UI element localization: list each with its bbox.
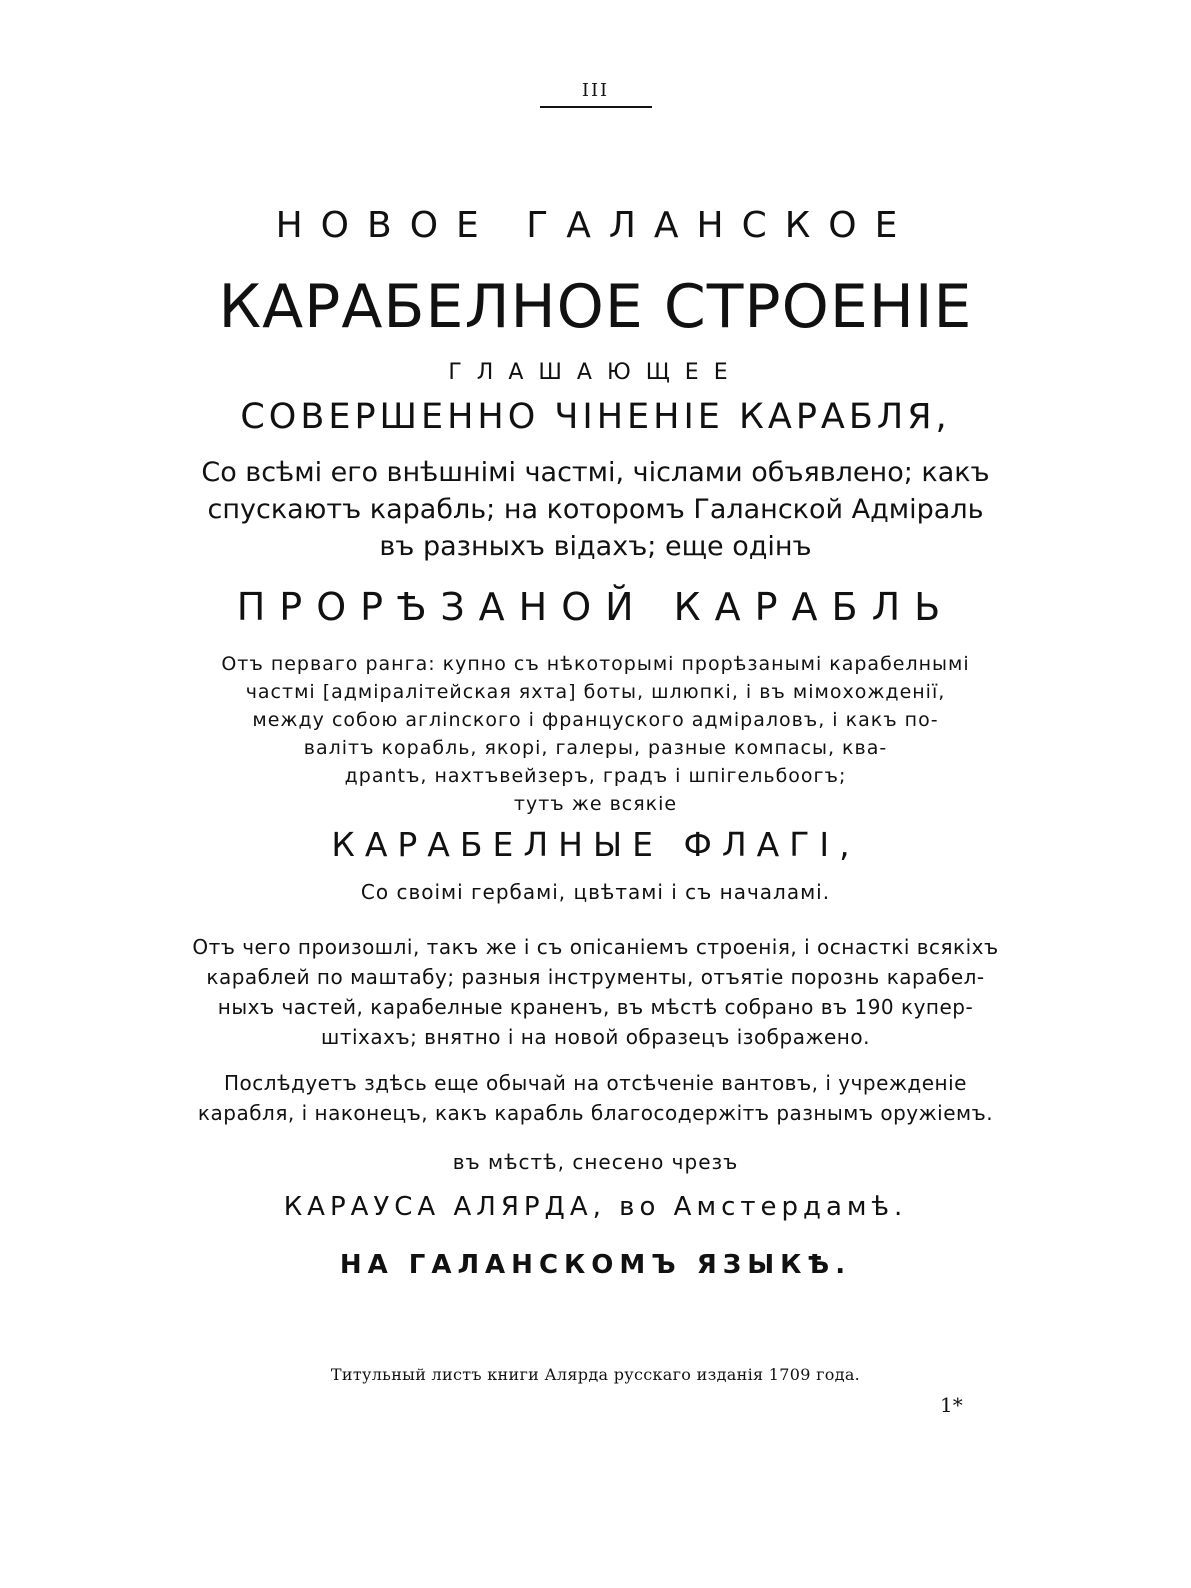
- heading-ship-flags: КАРАБЕЛНЫЕ ФЛАГІ,: [331, 825, 860, 864]
- text-line: Со всѣмі его внѣшнімі частмі, чіслами объявлено; какъ: [201, 457, 990, 488]
- heading-cutaway-ship: ПРОРѢЗАНОЙ КАРАБЛЬ: [236, 585, 955, 629]
- title-line-1: НОВОЕ ГАЛАНСКОЕ: [275, 205, 916, 246]
- description-paragraph-3: [180, 932, 1011, 1052]
- text-line: Послѣдуетъ здѣсь еще обычай на отсѣченіе вантовъ, і учрежденіе: [224, 1071, 967, 1095]
- page-number: III: [581, 80, 610, 101]
- text-line: драntъ, нахтъвейзеръ, градъ і шпігельбоогъ;: [344, 765, 847, 787]
- text-line: тутъ же всякіе: [513, 793, 678, 815]
- title-line-2: КАРАБЕЛНОЕ СТРОЕНІЕ: [218, 272, 973, 342]
- description-paragraph-2: [180, 650, 1011, 818]
- language-line: НА ГАЛАНСКОМЪ ЯЗЫКѢ.: [339, 1250, 852, 1280]
- text-line: карабля, і наконецъ, какъ карабль благосодержітъ разнымъ оружіемъ.: [197, 1101, 994, 1125]
- text-line: караблей по маштабу; разныя інструменты, отъятіе порознь карабел-: [206, 965, 985, 989]
- description-paragraph-1: [180, 454, 1011, 565]
- title-line-4: СОВЕРШЕННО ЧІНЕНІЕ КАРАБЛЯ,: [240, 397, 951, 437]
- author-line: КАРАУСА АЛЯРДА, во Амстердамѣ.: [283, 1192, 908, 1222]
- compiled-by-line: въ мѣстѣ, снесено чрезъ: [452, 1150, 739, 1174]
- signature-mark: 1*: [940, 1393, 963, 1417]
- text-line: валітъ корабль, якорі, галеры, разные компасы, ква-: [303, 737, 888, 759]
- text-line: въ разныхъ відахъ; еще одінъ: [379, 531, 812, 562]
- text-line: между собою агліnского і францускогo адміраловъ, і какъ по-: [252, 709, 939, 731]
- page-caption: Титульный листъ книги Алярда русскаго изданія 1709 года.: [330, 1365, 861, 1384]
- title-line-3: ГЛАШАЮЩЕЕ: [448, 360, 743, 385]
- text-line: Отъ перваго ранга: купно съ нѣкоторымі прорѣзанымі карабелнымі: [221, 653, 970, 675]
- text-line: Отъ чего произошлі, такъ же і съ опісаніемъ строенія, і оснасткі всякіхъ: [192, 935, 999, 959]
- text-line: ныхъ частей, карабелные краненъ, въ мѣстѣ собрано въ 190 купер-: [217, 995, 974, 1019]
- text-line: спускаютъ карабль; на которомъ Галанской Адміраль: [207, 494, 984, 525]
- text-line: частмі [адміралітейская яхта] боты, шлюпкі, і въ мімохожденії,: [245, 681, 946, 703]
- text-line: штіхахъ; внятно і на новой образецъ ізображено.: [321, 1025, 870, 1049]
- flags-subtitle: Со своімі гербамі, цвѣтамі і съ началамі.: [360, 880, 831, 904]
- header-rule: [540, 106, 652, 108]
- description-paragraph-4: [180, 1068, 1011, 1128]
